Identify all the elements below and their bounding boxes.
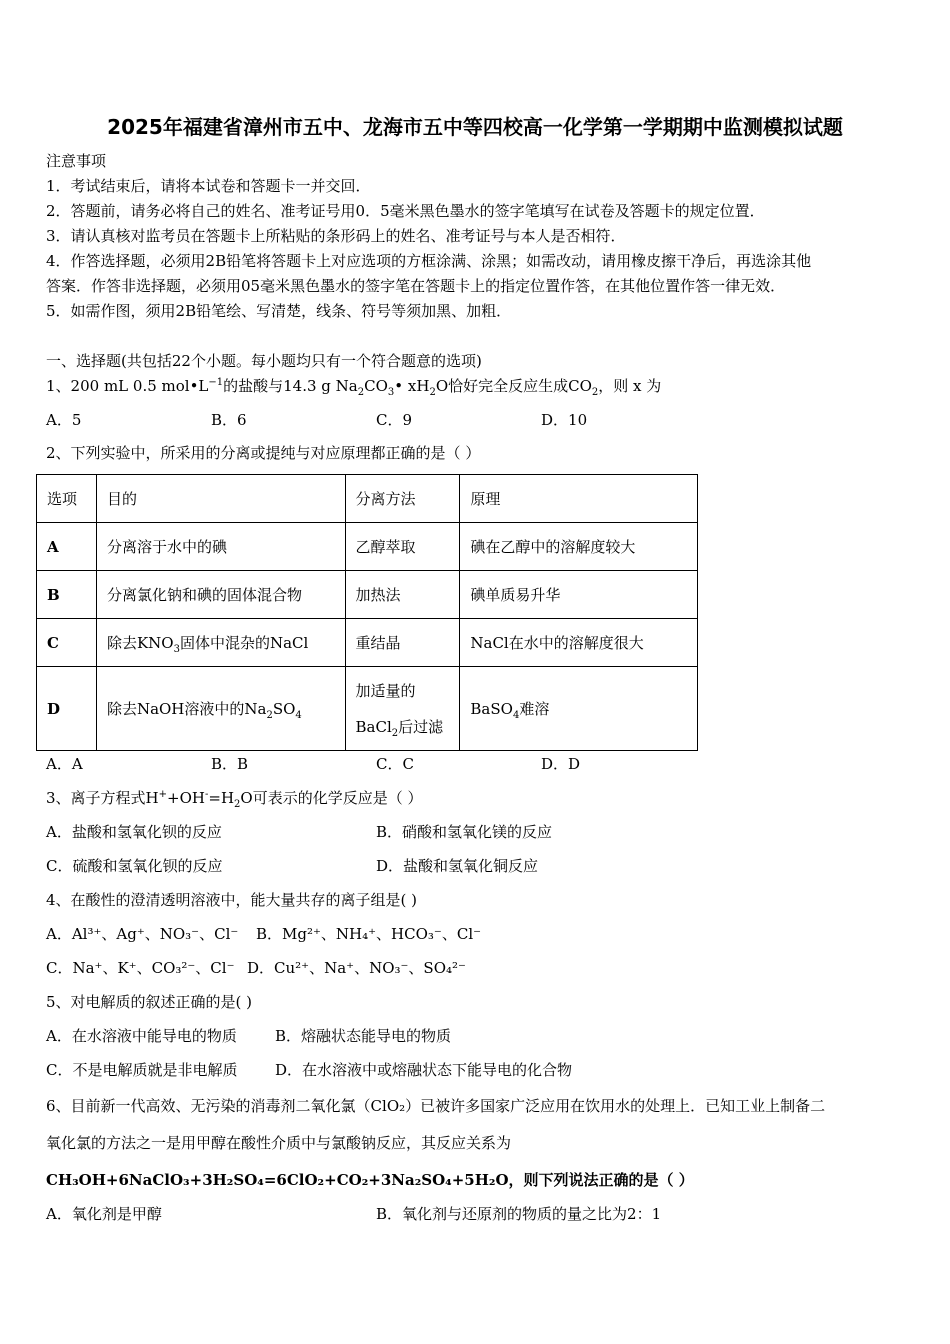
question-5-stem: 5、对电解质的叙述正确的是( ) [46, 993, 253, 1011]
q2-option-b: B．B [211, 755, 249, 773]
section-heading: 一、选择题(共包括22个小题。每小题均只有一个符合题意的选项) [46, 352, 482, 370]
table-row [37, 667, 698, 751]
header-principle: 原理 [460, 475, 698, 523]
cell-option: A [37, 523, 97, 571]
q2-option-a: A．A [46, 755, 83, 773]
cell-option: B [37, 571, 97, 619]
cell-method: 加热法 [345, 571, 460, 619]
cell-principle: 碘在乙醇中的溶解度较大 [460, 523, 698, 571]
question-4-stem: 4、在酸性的澄清透明溶液中，能大量共存的离子组是( ) [46, 891, 418, 909]
notice-item-3: 3．请认真核对监考员在答题卡上所粘贴的条形码上的姓名、准考证号与本人是否相符． [46, 227, 626, 245]
table-row [37, 523, 698, 571]
header-method: 分离方法 [345, 475, 460, 523]
cell-goal: 分离溶于水中的碘 [96, 523, 345, 571]
q2-option-d: D．D [541, 755, 581, 773]
q1-option-d: D．10 [541, 411, 588, 429]
q1-option-b: B．6 [211, 411, 247, 429]
question-1-stem: 1、200 mL 0.5 $mol•L^{-1}$的盐酸与14.3 g $Na_2CO_3•$ $xH_2O$恰好完全反应生成$CO_2$，则 x 为 [46, 377, 662, 398]
cell-goal: 除去$KNO_3$固体中混杂的NaCl [96, 619, 345, 667]
notice-item-2: 2．答题前，请务必将自己的姓名、准考证号用0．5毫米黑色墨水的签字笔填写在试卷及答题卡的规定位置． [46, 202, 765, 220]
q3-option-d: D．盐酸和氢氧化铜反应 [376, 857, 539, 875]
q6-option-b: B．氧化剂与还原剂的物质的量之比为2：1 [376, 1205, 662, 1223]
cell-option: D [37, 667, 97, 751]
notice-item-4: 4．作答选择题，必须用2B铅笔将答题卡上对应选项的方框涂满、涂黑；如需改动，请用橡皮擦干净后，再选涂其他 [46, 252, 812, 270]
header-option: 选项 [37, 475, 97, 523]
q5-option-b: B．熔融状态能导电的物质 [275, 1027, 452, 1045]
q2-table [36, 474, 698, 751]
question-3-stem: 3、离子方程式$H^++OH^-=H_2O$可表示的化学反应是（ ） [46, 789, 423, 810]
table-header-row [37, 475, 698, 523]
notice-item-5: 5．如需作图，须用2B铅笔绘、写清楚，线条、符号等须加黑、加粗． [46, 302, 512, 320]
q5-option-a: A．在水溶液中能导电的物质 [46, 1027, 237, 1045]
question-6-stem-line2: 氧化氯的方法之一是用甲醇在酸性介质中与氯酸钠反应，其反应关系为 [46, 1134, 512, 1152]
question-6-stem-line1: 6、目前新一代高效、无污染的消毒剂二氧化氯（ClO₂）已被许多国家广泛应用在饮用水的处理上．已知工业上制备二 [46, 1097, 826, 1115]
q1-option-c: C．9 [376, 411, 413, 429]
q4-option-b: B．Mg²⁺、NH₄⁺、HCO₃⁻、Cl⁻ [256, 925, 482, 943]
question-6-equation: CH₃OH+6NaClO₃+3H₂SO₄=6ClO₂+CO₂+3Na₂SO₄+5H₂O，则下列说法正确的是（ ） [46, 1171, 694, 1189]
q4-option-d: D．Cu²⁺、Na⁺、NO₃⁻、SO₄²⁻ [247, 959, 466, 977]
q6-option-a: A．氧化剂是甲醇 [46, 1205, 162, 1223]
notice-heading: 注意事项 [46, 152, 107, 170]
cell-principle: NaCl在水中的溶解度很大 [460, 619, 698, 667]
cell-method: 加适量的 BaCl$_2$后过滤 [345, 667, 460, 751]
q5-option-c: C．不是电解质就是非电解质 [46, 1061, 238, 1079]
q3-option-c: C．硫酸和氢氧化钡的反应 [46, 857, 223, 875]
notice-item-1: 1．考试结束后，请将本试卷和答题卡一并交回． [46, 177, 371, 195]
cell-method: 重结晶 [345, 619, 460, 667]
q1-option-a: A．5 [46, 411, 82, 429]
table-row [37, 619, 698, 667]
cell-goal: 除去NaOH溶液中的$Na_2SO_4$ [96, 667, 345, 751]
cell-goal: 分离氯化钠和碘的固体混合物 [96, 571, 345, 619]
question-2-stem: 2、下列实验中，所采用的分离或提纯与对应原理都正确的是（ ） [46, 444, 481, 462]
q4-option-c: C．Na⁺、K⁺、CO₃²⁻、Cl⁻ [46, 959, 235, 977]
q3-option-a: A．盐酸和氢氧化钡的反应 [46, 823, 222, 841]
cell-method: 乙醇萃取 [345, 523, 460, 571]
q4-option-a: A．Al³⁺、Ag⁺、NO₃⁻、Cl⁻ [46, 925, 239, 943]
q2-option-c: C．C [376, 755, 414, 773]
q5-option-d: D．在水溶液中或熔融状态下能导电的化合物 [275, 1061, 573, 1079]
page-title: 2025年福建省漳州市五中、龙海市五中等四校高一化学第一学期期中监测模拟试题 [107, 115, 843, 139]
table-row [37, 571, 698, 619]
cell-option: C [37, 619, 97, 667]
notice-item-4-cont: 答案．作答非选择题，必须用05毫米黑色墨水的签字笔在答题卡上的指定位置作答，在其他位置作答一律无效． [46, 277, 786, 295]
cell-principle: 碘单质易升华 [460, 571, 698, 619]
cell-principle: BaSO$_4$难溶 [460, 667, 698, 751]
q3-option-b: B．硝酸和氢氧化镁的反应 [376, 823, 553, 841]
header-goal: 目的 [96, 475, 345, 523]
